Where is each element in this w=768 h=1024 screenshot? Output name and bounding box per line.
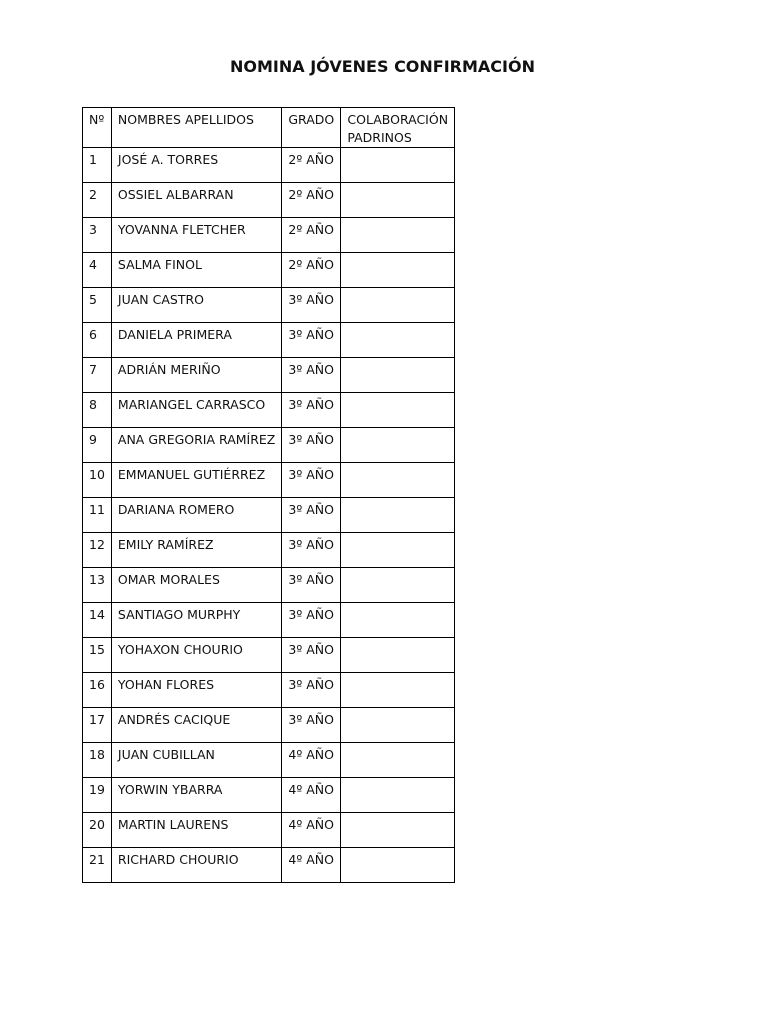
table-row [83, 708, 455, 743]
row-number: 20 [83, 813, 112, 848]
table-row [83, 253, 455, 288]
row-grade: 2º AÑO [282, 148, 341, 183]
row-colab [341, 393, 455, 428]
row-grade: 3º AÑO [282, 708, 341, 743]
row-number: 21 [83, 848, 112, 883]
table-row [83, 428, 455, 463]
row-name: ADRIÁN MERIÑO [111, 358, 281, 393]
row-number: 13 [83, 568, 112, 603]
header-colab: COLABORACIÓN PADRINOS [341, 108, 455, 148]
row-colab [341, 813, 455, 848]
table-row [83, 148, 455, 183]
row-number: 8 [83, 393, 112, 428]
row-number: 19 [83, 778, 112, 813]
row-name: SALMA FINOL [111, 253, 281, 288]
row-grade: 3º AÑO [282, 533, 341, 568]
row-name: ANA GREGORIA RAMÍREZ [111, 428, 281, 463]
row-name: ANDRÉS CACIQUE [111, 708, 281, 743]
row-number: 9 [83, 428, 112, 463]
table-row [83, 533, 455, 568]
row-colab [341, 148, 455, 183]
row-grade: 3º AÑO [282, 498, 341, 533]
row-grade: 3º AÑO [282, 323, 341, 358]
row-grade: 3º AÑO [282, 288, 341, 323]
row-name: RICHARD CHOURIO [111, 848, 281, 883]
row-grade: 3º AÑO [282, 638, 341, 673]
row-number: 6 [83, 323, 112, 358]
row-colab [341, 568, 455, 603]
row-grade: 4º AÑO [282, 813, 341, 848]
row-colab [341, 708, 455, 743]
row-name: MARIANGEL CARRASCO [111, 393, 281, 428]
row-number: 16 [83, 673, 112, 708]
row-name: JOSÉ A. TORRES [111, 148, 281, 183]
row-grade: 3º AÑO [282, 428, 341, 463]
row-number: 18 [83, 743, 112, 778]
row-number: 10 [83, 463, 112, 498]
header-num: Nº [83, 108, 112, 148]
row-colab [341, 673, 455, 708]
row-colab [341, 183, 455, 218]
row-colab [341, 323, 455, 358]
row-colab [341, 848, 455, 883]
row-number: 12 [83, 533, 112, 568]
row-grade: 2º AÑO [282, 183, 341, 218]
table-body [83, 148, 455, 883]
row-colab [341, 743, 455, 778]
row-name: OSSIEL ALBARRAN [111, 183, 281, 218]
row-number: 11 [83, 498, 112, 533]
row-grade: 2º AÑO [282, 218, 341, 253]
table-row [83, 358, 455, 393]
row-number: 2 [83, 183, 112, 218]
table-row [83, 638, 455, 673]
row-name: JUAN CASTRO [111, 288, 281, 323]
table-row [83, 183, 455, 218]
row-grade: 3º AÑO [282, 393, 341, 428]
row-name: YOHAN FLORES [111, 673, 281, 708]
row-name: YORWIN YBARRA [111, 778, 281, 813]
row-grade: 3º AÑO [282, 603, 341, 638]
row-colab [341, 463, 455, 498]
row-colab [341, 533, 455, 568]
row-colab [341, 638, 455, 673]
row-colab [341, 253, 455, 288]
row-grade: 3º AÑO [282, 463, 341, 498]
table-row [83, 673, 455, 708]
row-name: MARTIN LAURENS [111, 813, 281, 848]
table-row [83, 323, 455, 358]
table-row [83, 463, 455, 498]
row-grade: 4º AÑO [282, 778, 341, 813]
row-number: 5 [83, 288, 112, 323]
table-header-row [83, 108, 455, 148]
table-row [83, 393, 455, 428]
row-grade: 3º AÑO [282, 568, 341, 603]
row-number: 3 [83, 218, 112, 253]
row-number: 17 [83, 708, 112, 743]
row-grade: 2º AÑO [282, 253, 341, 288]
row-colab [341, 778, 455, 813]
row-colab [341, 428, 455, 463]
row-name: OMAR MORALES [111, 568, 281, 603]
header-names: NOMBRES APELLIDOS [111, 108, 281, 148]
page-title: NOMINA JÓVENES CONFIRMACIÓN [230, 57, 535, 76]
row-number: 1 [83, 148, 112, 183]
row-name: DARIANA ROMERO [111, 498, 281, 533]
row-name: JUAN CUBILLAN [111, 743, 281, 778]
table-row [83, 218, 455, 253]
row-number: 4 [83, 253, 112, 288]
row-name: YOHAXON CHOURIO [111, 638, 281, 673]
row-grade: 3º AÑO [282, 673, 341, 708]
row-number: 14 [83, 603, 112, 638]
table-row [83, 288, 455, 323]
row-name: EMMANUEL GUTIÉRREZ [111, 463, 281, 498]
row-number: 7 [83, 358, 112, 393]
row-colab [341, 288, 455, 323]
row-colab [341, 603, 455, 638]
row-name: SANTIAGO MURPHY [111, 603, 281, 638]
row-colab [341, 218, 455, 253]
table-row [83, 848, 455, 883]
row-name: YOVANNA FLETCHER [111, 218, 281, 253]
row-colab [341, 358, 455, 393]
table-row [83, 813, 455, 848]
row-grade: 4º AÑO [282, 848, 341, 883]
nomina-table [82, 107, 455, 883]
row-name: DANIELA PRIMERA [111, 323, 281, 358]
row-grade: 4º AÑO [282, 743, 341, 778]
table-row [83, 743, 455, 778]
table-row [83, 568, 455, 603]
header-grade: GRADO [282, 108, 341, 148]
table-row [83, 778, 455, 813]
row-name: EMILY RAMÍREZ [111, 533, 281, 568]
row-number: 15 [83, 638, 112, 673]
row-colab [341, 498, 455, 533]
row-grade: 3º AÑO [282, 358, 341, 393]
table-row [83, 498, 455, 533]
table-row [83, 603, 455, 638]
